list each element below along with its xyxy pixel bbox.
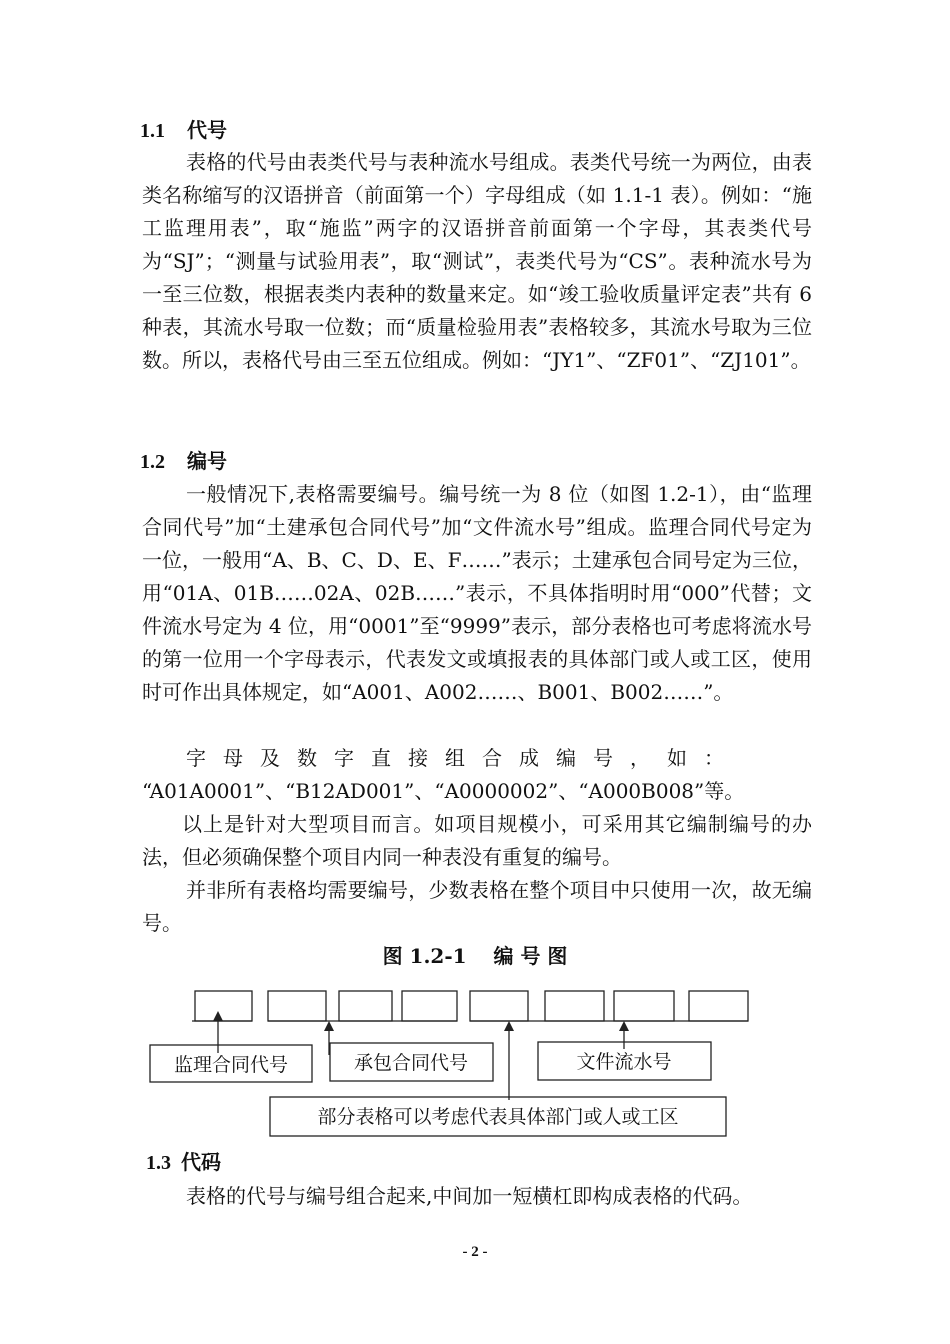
section-title: 编号 [187, 449, 227, 473]
section-title: 代号 [187, 118, 227, 142]
section-heading-1-3 [146, 1150, 221, 1175]
paragraph-numbering-rules: 一般情况下,表格需要编号。编号统一为 8 位（如图 1.2-1），由“监理合同代号”加“土建承包合同代号”加“文件流水号”组成。监理合同代号定为一位，一般用“A、B、C、D、E、F……”表示；土建承包合同号定为三位，用“01A、01B……02A、02B……”表示，不具体指明时用“000”代替；文件流水号定为 4 位，用“0001”至“9999”表示，部分表格也可考虑将流水号的第一位用一个字母表示，代表发文或填报表的具体部门或人或工区，使用时可作出具体规定，如“A001、A002……、B001、B002……”。 [142, 482, 812, 704]
section-number: 1.2 [140, 451, 165, 473]
section-title: 代码 [181, 1150, 221, 1174]
digit-box-5 [470, 991, 528, 1021]
section-heading-1-1 [140, 118, 227, 143]
arrow-head-icon [504, 1021, 514, 1031]
digit-box-7 [614, 991, 674, 1021]
digit-box-8 [689, 991, 748, 1021]
digit-box-4 [402, 991, 457, 1021]
numbering-diagram [0, 975, 950, 1145]
label-supervision-code: 监理合同代号 [173, 1054, 289, 1076]
paragraph-code-definition: 表格的代号由表类代号与表种流水号组成。表类代号统一为两位，由表类名称缩写的汉语拼音（前面第一个）字母组成（如 1.1-1 表）。例如：“施工监理用表”，取“施监”两字的汉语拼音前面第一个字母，其表类代号为“SJ”；“测量与试验用表”，取“测试”，表类代号为“CS”。表种流水号为一至三位数，根据表类内表种的数量来定。如“竣工验收质量评定表”共有 6 种表，其流水号取一位数；而“质量检验用表”表格较多，其流水号取为三位数。所以，表格代号由三至五位组成。例如：“JY1”、“ZF01”、“ZJ101”。 [142, 150, 812, 372]
paragraph-combination-intro: 字母及数字直接组合成编号，如： [186, 746, 741, 770]
section-number: 1.3 [146, 1152, 171, 1174]
label-department-note: 部分表格可以考虑代表具体部门或人或工区 [317, 1106, 679, 1128]
paragraph-small-projects: 以上是针对大型项目而言。如项目规模小，可采用其它编制编号的办法，但必须确保整个项目内同一种表没有重复的编号。 [142, 812, 812, 869]
section-heading-1-2 [140, 449, 227, 474]
page-number: - 2 - [462, 1244, 488, 1260]
arrow-head-icon [619, 1021, 629, 1031]
arrow-head-icon [324, 1021, 334, 1031]
label-serial-number: 文件流水号 [576, 1051, 672, 1073]
paragraph-combination-examples: “A01A0001”、“B12AD001”、“A0000002”、“A000B008”等。 [142, 779, 745, 803]
digit-box-6 [545, 991, 604, 1021]
figure-title: 图 1.2-1 编 号 图 [382, 944, 568, 968]
label-contract-code: 承包合同代号 [353, 1052, 469, 1074]
arrow-head-icon [213, 1011, 223, 1021]
section-number: 1.1 [140, 120, 165, 142]
paragraph-code-composition: 表格的代号与编号组合起来,中间加一短横杠即构成表格的代码。 [186, 1184, 753, 1208]
paragraph-no-numbering: 并非所有表格均需要编号，少数表格在整个项目中只使用一次，故无编号。 [142, 878, 812, 935]
digit-box-2 [268, 991, 326, 1021]
digit-box-1 [195, 991, 252, 1021]
digit-box-3 [339, 991, 392, 1021]
